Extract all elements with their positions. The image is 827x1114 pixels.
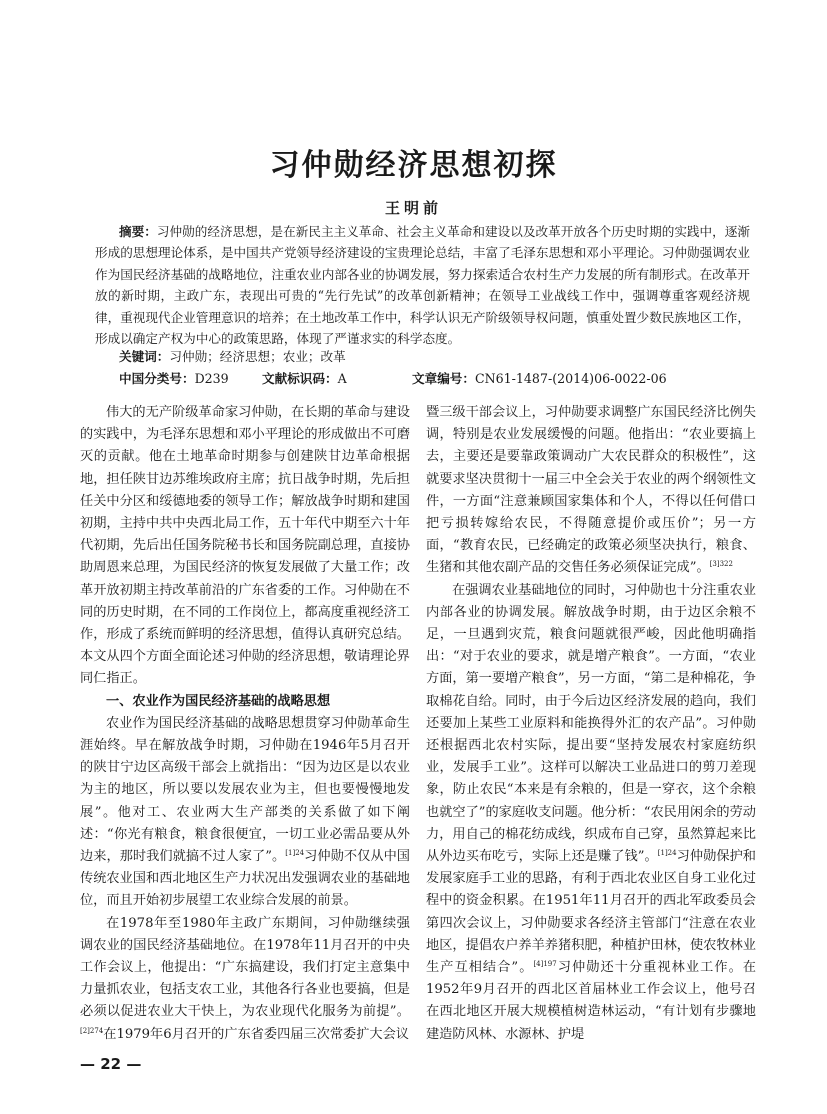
body-column-left	[80, 402, 410, 1046]
paragraph-text: 暨三级干部会议上，习仲勋要求调整广东国民经济比例失调，特别是农业发展缓慢的问题。他指出：“农业要搞上去，主要还是要靠政策调动广大农民群众的积极性”，这就要求坚决贯彻十一届三中全会关于农业的两个纲领性文件，一方面“注意兼顾国家集体和个人，不得以任何借口把亏损转嫁给农民，不得随意提价或压价”；另一方面，“教育农民，已经确定的政策必须坚决执行，粮食、生猪和其他农副产品的交售任务必须保证完成”。	[426, 405, 756, 576]
paragraph-text: 习仲勋还十分重视林业工作。在1952年9月召开的西北区首届林业工作会议上，他号召在西北地区开展大规模植树造林运动，“有计划有步骤地建造防风林、水源林、护堤	[426, 960, 756, 1042]
clc-value: D239	[194, 371, 229, 386]
clc-code	[119, 369, 229, 389]
page-number: — 22 —	[80, 1055, 142, 1073]
paragraph-text: 在强调农业基础地位的同时，习仲勋也十分注重农业内部各业的协调发展。解放战争时期，由于边区余粮不足，一旦遇到灾荒，粮食问题就很严峻，因此他明确指出：“对于农业的要求，就是增产粮食”。一方面，“农业方面，第一要增产粮食”，另一方面，“第二是种棉花，争取棉花自给。同时，由于今后边区经济发展的趋向，我们还要加上某些工业原料和能换得外汇的农产品”。习仲勋还根据西北农村实际，提出要“坚持发展农村家庭纺织业，发展手工业”。这样可以解决工业品进口的剪刀差现象，防止农民“本来是有余粮的，但是一穿衣，这个余粮也就空了”的家庭收支问题。他分析：“农民用闲余的劳动力，用自己的棉花纺成线，织成布自己穿，虽然算起来比从外边买布吃亏，实际上还是赚了钱”。	[426, 582, 756, 865]
article-code	[412, 369, 667, 389]
doc-value: A	[337, 371, 347, 386]
citation: [1]24	[285, 849, 305, 858]
paragraph-text: 习仲勋保护和发展家庭手工业的思路，有利于西北农业区自身工业化过程中的资金积累。在1951年11月召开的西北军政委员会第四次会议上，习仲勋要求各经济主管部门“注意在农业地区，提倡农户养羊养猪积肥，种植护田林，使农牧林业生产互相结合”。	[426, 849, 756, 976]
abstract	[95, 221, 750, 349]
paragraph: 伟大的无产阶级革命家习仲勋，在长期的革命与建设的实践中，为毛泽东思想和邓小平理论的形成做出不可磨灭的贡献。他在土地革命时期参与创建陕甘边革命根据地，担任陕甘边苏维埃政府主席；抗日战争时期，先后担任关中分区和绥德地委的领导工作；解放战争时期和建国初期，主持中共中央西北局工作，五十年代中期至六十年代初期，先后出任国务院秘书长和国务院副总理，直接协助周恩来总理，为国民经济的恢复发展做了大量工作；改革开放初期主持改革前沿的广东省委的工作。习仲勋在不同的历史时期，在不同的工作岗位上，都高度重视经济工作，形成了系统而鲜明的经济思想，值得认真研究总结。本文从四个方面全面论述习仲勋的经济思想，敬请理论界同仁指正。	[80, 405, 410, 687]
section-heading: 一、农业作为国民经济基础的战略思想	[106, 693, 331, 709]
article-code-value: CN61-1487-(2014)06-0022-06	[474, 371, 667, 386]
paragraph-text: 习仲勋不仅从中国传统农业国和西北地区生产力状况出发强调农业的基础地位，而且开始初步展望工农业综合发展的前景。	[80, 849, 410, 909]
author-name: 王明前	[384, 199, 442, 217]
citation: [3]322	[709, 560, 733, 569]
abstract-text: 习仲勋的经济思想，是在新民主主义革命、社会主义革命和建设以及改革开放各个历史时期的实践中，逐渐形成的思想理论体系，是中国共产党领导经济建设的宝贵理论总结，丰富了毛泽东思想和邓小平理论。习仲勋强调农业作为国民经济基础的战略地位，注重农业内部各业的协调发展，努力探索适合农村生产力发展的所有制形式。在改革开放的新时期，主政广东，表现出可贵的“先行先试”的改革创新精神；在领导工业战线工作中，强调尊重客观经济规律，重视现代企业管理意识的培养；在土地改革工作中，科学认识无产阶级领导权问题，慎重处置少数民族地区工作，形成以确定产权为中心的政策思路，体现了严谨求实的科学态度。	[95, 224, 751, 347]
paragraph	[80, 713, 410, 913]
keywords-label: 关键词：	[119, 349, 170, 364]
keywords-text: 习仲勋；经济思想；农业；改革	[169, 349, 346, 364]
article-code-label: 文章编号：	[412, 371, 475, 386]
keywords	[119, 347, 739, 367]
clc-label: 中国分类号：	[119, 371, 195, 386]
paragraph	[426, 580, 756, 1046]
citation: [1]24	[657, 849, 677, 858]
abstract-label: 摘要：	[119, 224, 157, 239]
body-column-right	[426, 402, 756, 1046]
paragraph	[80, 913, 410, 1046]
citation: [4]197	[533, 960, 557, 969]
paragraph	[426, 402, 756, 580]
paragraph-text: 在1979年6月召开的广东省委四届三次常委扩大会议	[103, 1026, 409, 1042]
doc-label: 文献标识码：	[262, 371, 338, 386]
citation: [2]274	[80, 1026, 104, 1035]
paragraph-text: 农业作为国民经济基础的战略思想贯穿习仲勋革命生涯始终。早在解放战争时期，习仲勋在1946年5月召开的陕甘宁边区高级干部会上就指出：“因为边区是以农业为主的地区，所以要以发展农业为主，但也要慢慢地发展”。他对工、农业两大生产部类的关系做了如下阐述：“你光有粮食，粮食很便宜，一切工业必需品要从外边来，那时我们就搞不过人家了”。	[80, 715, 410, 865]
doc-code	[262, 369, 347, 389]
article-title: 习仲勋经济思想初探	[269, 148, 558, 183]
paragraph-text: 在1978年至1980年主政广东期间，习仲勋继续强调农业的国民经济基础地位。在1978年11月召开的中央工作会议上，他提出：“广东搞建设，我们打定主意集中力量抓农业，包括支农工业，其他各行各业也要搞，但是必须以促进农业大干快上，为农业现代化服务为前提”。	[80, 915, 410, 1020]
